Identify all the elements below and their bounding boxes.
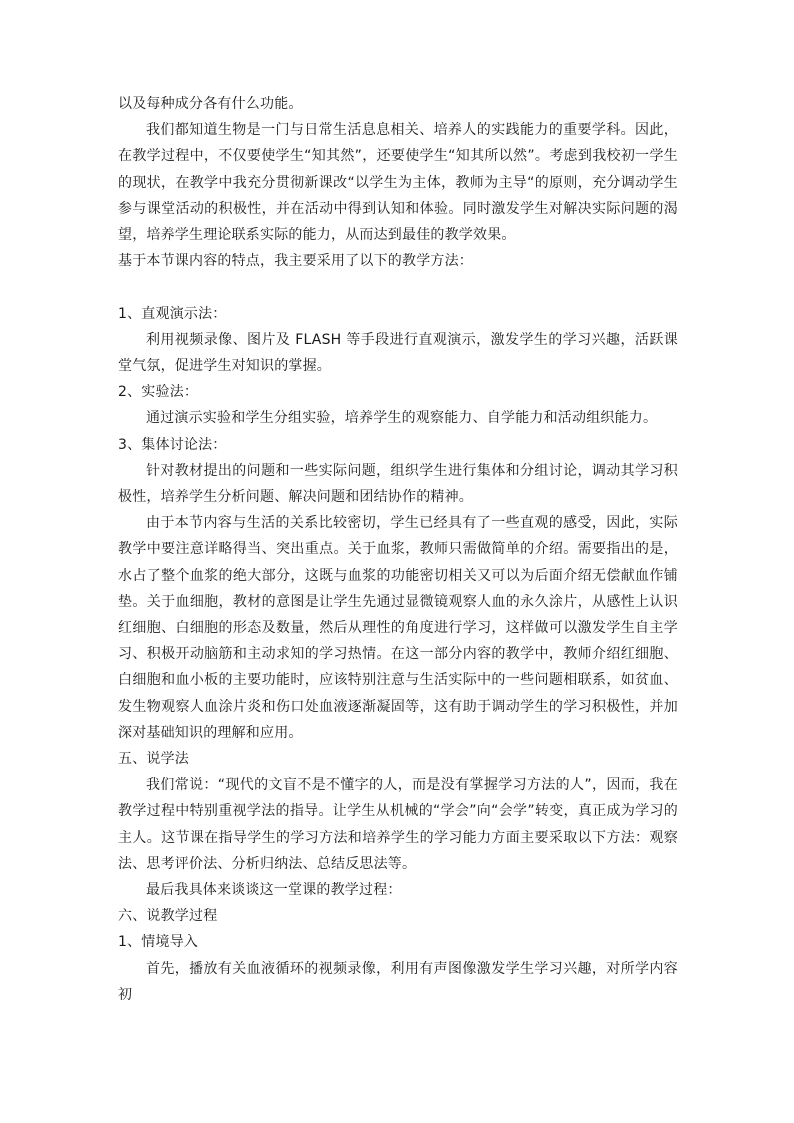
heading-method-2: 2、实验法： xyxy=(118,384,199,401)
paragraph-methods-intro: 基于本节课内容的特点，我主要采用了以下的教学方法： xyxy=(118,253,473,270)
paragraph-method-2: 通过演示实验和学生分组实验，培养学生的观察能力、自学能力和活动组织能力。 xyxy=(146,410,658,427)
paragraph-subject-importance: 我们都知道生物是一门与日常生活息息相关、培养人的实践能力的重要学科。因此，在教学过程中，不仅要使学生“知其然”，还要使学生“知其所以然”。考虑到我校初一学生的现状，在教学中我充分贯彻新课改“以学生为主体，教师为主导“的原则，充分调动学生参与课堂活动的积极性，并在活动中得到认知和体验。同时激发学生对解决实际问题的渴望，培养学生理论联系实际的能力，从而达到最佳的教学效果。 xyxy=(118,122,678,244)
paragraph-step-1: 首先，播放有关血液循环的视频录像，利用有声图像激发学生学习兴趣，对所学内容初 xyxy=(118,960,678,1003)
heading-section-6: 六、说教学过程 xyxy=(118,908,218,925)
paragraph-learning-methods: 我们常说：“现代的文盲不是不懂字的人，而是没有掌握学习方法的人”，因而，我在教学过程中特别重视学法的指导。让学生从机械的“学会”向“会学”转变，真正成为学习的主人。这节课在指导学生的学习方法和培养学生的学习能力方面主要采取以下方法：观察法、思考评价法、分析归纳法、总结反思法等。 xyxy=(118,777,678,872)
paragraph-method-1: 利用视频录像、图片及 FLASH 等手段进行直观演示，激发学生的学习兴趣，活跃课堂气氛，促进学生对知识的掌握。 xyxy=(118,331,678,375)
paragraph-content-notes: 由于本节内容与生活的关系比较密切，学生已经具有了一些直观的感受，因此，实际教学中要注意详略得当、突出重点。关于血浆，教师只需做简单的介绍。需要指出的是，水占了整个血浆的绝大部分，这既与血浆的功能密切相关又可以为后面介绍无偿献血作铺垫。关于血细胞，教材的意图是让学生先通过显微镜观察人血的永久涂片，从感性上认识红细胞、白细胞的形态及数量，然后从理性的角度进行学习，这样做可以激发学生自主学习、积极开动脑筋和主动求知的学习热情。在这一部分内容的教学中，教师介绍红细胞、白细胞和血小板的主要功能时，应该特别注意与生活实际中的一些问题相联系，如贫血、发生物观察人血涂片炎和伤口处血液逐渐凝固等，这有助于调动学生的学习积极性，并加深对基础知识的理解和应用。 xyxy=(118,515,678,741)
heading-step-1: 1、情境导入 xyxy=(118,934,199,951)
paragraph-process-intro: 最后我具体来谈谈这一堂课的教学过程： xyxy=(146,882,402,899)
paragraph-continuation: 以及每种成分各有什么功能。 xyxy=(118,96,303,112)
paragraph-method-3: 针对教材提出的问题和一些实际问题，组织学生进行集体和分组讨论，调动其学习积极性，培养学生分析问题、解决问题和团结协作的精神。 xyxy=(118,462,678,506)
blank-line xyxy=(118,274,678,300)
document-page xyxy=(118,91,678,1008)
heading-section-5: 五、说学法 xyxy=(118,751,189,768)
heading-method-3: 3、集体讨论法： xyxy=(118,436,227,453)
heading-method-1: 1、直观演示法： xyxy=(118,305,227,322)
